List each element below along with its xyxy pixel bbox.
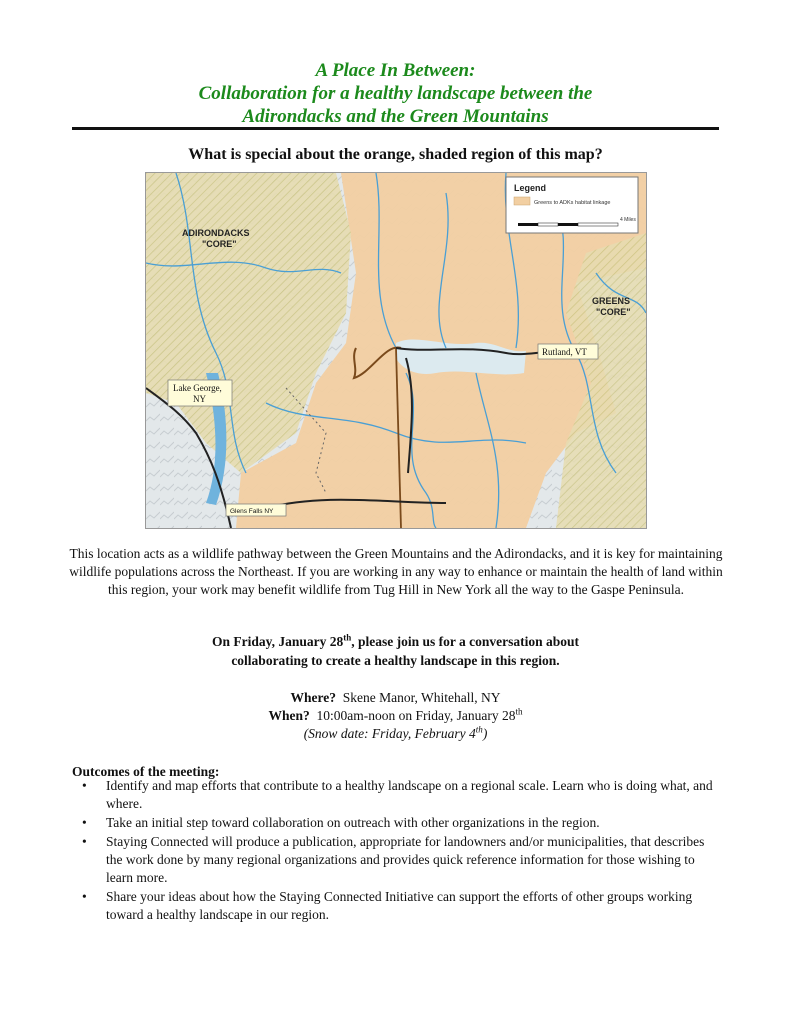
outcomes-heading: Outcomes of the meeting:: [72, 764, 220, 779]
title-line-1: A Place In Between:: [315, 60, 476, 81]
when-suffix: th: [515, 706, 523, 717]
label-greens-core: "CORE": [596, 307, 631, 317]
outcome-item: • Share your ideas about how the Staying Connected Initiative can support the efforts of other groups working toward a healthy landscape in our region.: [72, 888, 722, 924]
label-box-glens-falls: [226, 504, 286, 516]
outcome-item: • Identify and map efforts that contribute to a healthy landscape on a regional scale. Learn who is doing what, and where.: [72, 777, 722, 813]
legend-title: Legend: [514, 183, 547, 193]
label-lake-george-line2: NY: [193, 394, 206, 404]
title-line-3: Adirondacks and the Green Mountains: [242, 106, 549, 127]
map-question: What is special about the orange, shaded region of this map?: [188, 146, 603, 163]
outcomes-list: [72, 777, 722, 925]
habitat-map: [145, 172, 647, 529]
invitation-date: On Friday, January 28: [211, 634, 344, 649]
legend-item-label: Greens to ADKs habitat linkage: [534, 200, 611, 206]
event-where: [0, 689, 791, 707]
scale-label: 4 Miles: [620, 217, 636, 223]
invitation-text: , please join us for a conversation about: [351, 634, 580, 649]
invitation: [0, 632, 791, 670]
where-value: Skene Manor, Whitehall, NY: [342, 690, 501, 705]
outcome-item: • Take an initial step toward collaboration on outreach with other organizations in the region.: [72, 814, 722, 832]
label-greens: GREENS: [592, 296, 631, 306]
event-when: [0, 707, 791, 725]
legend-swatch: [514, 197, 530, 205]
invitation-line-1: [0, 632, 791, 651]
label-glens-falls: Glens Falls NY: [230, 508, 274, 515]
label-rutland: Rutland, VT: [542, 347, 587, 357]
title-divider: [72, 127, 719, 130]
label-lake-george-line1: Lake George,: [173, 383, 222, 393]
snow-date-close: ): [482, 726, 488, 741]
snow-date: [0, 725, 791, 743]
description-paragraph: This location acts as a wildlife pathway between the Green Mountains and the Adirondacks, and it is key for maintaining wildlife populations across the Northeast. If you are working in any way to enhance or maintain the health of land within this region, your work may benefit wildlife from Tug Hill in New York all the way to the Gaspe Peninsula.: [69, 546, 723, 597]
when-value: 10:00am-noon on Friday, January 28: [316, 708, 516, 723]
outcome-item: • Staying Connected will produce a publication, appropriate for landowners and/or municipalities, that describes the work done by many regional organizations and provides quick reference information for those wishing to learn more.: [72, 833, 722, 887]
label-adirondacks: ADIRONDACKS: [182, 228, 250, 238]
title-line-2: Collaboration for a healthy landscape between the: [198, 83, 593, 104]
where-label: Where?: [290, 690, 336, 705]
snow-date-text: (Snow date: Friday, February 4: [303, 726, 476, 741]
event-details: [0, 689, 791, 743]
invitation-line-2: collaborating to create a healthy landscape in this region.: [231, 653, 560, 668]
scale-bar: [518, 223, 618, 226]
label-adirondacks-core: "CORE": [202, 239, 237, 249]
label-box-rutland: [538, 344, 598, 359]
map-image: [146, 173, 646, 528]
invitation-date-suffix: th: [343, 632, 352, 643]
snow-date-suffix: th: [475, 724, 483, 735]
label-box-lake-george: [168, 380, 232, 406]
when-label: When?: [268, 708, 310, 723]
